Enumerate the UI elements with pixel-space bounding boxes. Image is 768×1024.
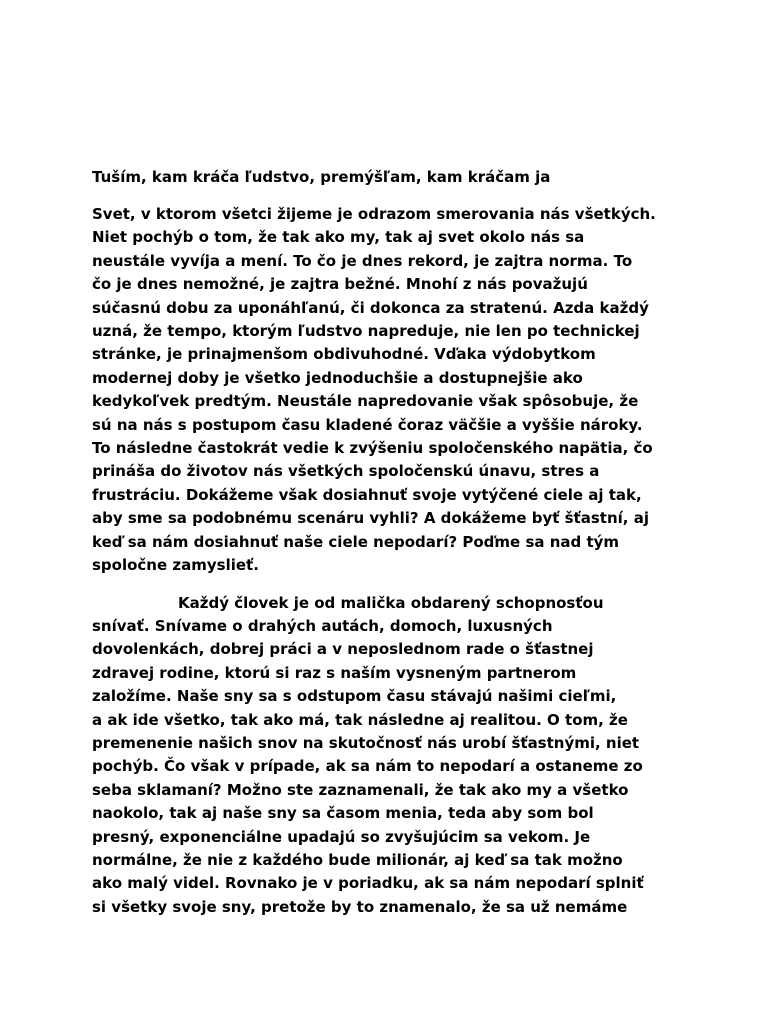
- text-line: keď sa nám dosiahnuť naše ciele nepodarí? Poďme sa nad tým: [92, 532, 620, 551]
- text-line: stránke, je prinajmenšom obdivuhodné. Vďaka výdobytkom: [92, 345, 596, 364]
- document-body: [92, 166, 692, 919]
- text-line: presný, exponenciálne upadajú so zvyšujúcim sa vekom. Je: [92, 827, 591, 846]
- text-line: neustále vyvíja a mení. To čo je dnes rekord, je zajtra norma. To: [92, 251, 633, 270]
- text-line: si všetky svoje sny, pretože by to znamenalo, že sa už nemáme: [92, 897, 628, 916]
- text-line: Niet pochýb o tom, že tak ako my, tak aj svet okolo nás sa: [92, 228, 585, 247]
- text-line: normálne, že nie z každého bude milionár, aj keď sa tak možno: [92, 850, 623, 869]
- text-line: dovolenkách, dobrej práci a v neposlednom rade o šťastnej: [92, 640, 594, 659]
- text-line: zdravej rodine, ktorú si raz s naším vysneným partnerom: [92, 663, 577, 682]
- text-line: uzná, že tempo, ktorým ľudstvo napreduje, nie len po technickej: [92, 322, 640, 341]
- text-line: sú na nás s postupom času kladené čoraz väčšie a vyššie nároky.: [92, 415, 643, 434]
- text-line-indented: Každý človek je od malička obdarený schopnosťou: [178, 593, 604, 612]
- text-line: kedykoľvek predtým. Neustále napredovanie však spôsobuje, že: [92, 392, 639, 411]
- text-line: ako malý videl. Rovnako je v poriadku, ak sa nám nepodarí splniť: [92, 874, 644, 893]
- text-line: snívať. Snívame o drahých autách, domoch, luxusných: [92, 616, 553, 635]
- text-line: a ak ide všetko, tak ako má, tak následne aj realitou. O tom, že: [92, 710, 628, 729]
- text-line: založíme. Naše sny sa s odstupom času stávajú našimi cieľmi,: [92, 687, 617, 706]
- text-line: spoločne zamyslieť.: [92, 556, 259, 575]
- document-title: Tuším, kam kráča ľudstvo, premýšľam, kam kráčam ja: [92, 168, 551, 186]
- text-line: prináša do životov nás všetkých spoločenskú únavu, stres a: [92, 462, 600, 481]
- text-line: To následne častokrát vedie k zvýšeniu spoločenského napätia, čo: [92, 439, 653, 458]
- text-line: naokolo, tak aj naše sny sa časom menia, teda aby som bol: [92, 804, 594, 823]
- paragraph-2: [92, 592, 692, 920]
- text-line: frustráciu. Dokážeme však dosiahnuť svoje vytýčené ciele aj tak,: [92, 485, 642, 504]
- text-line: premenenie našich snov na skutočnosť nás urobí šťastnými, niet: [92, 733, 640, 752]
- text-line: čo je dnes nemožné, je zajtra bežné. Mnohí z nás považujú: [92, 275, 588, 294]
- text-line: seba sklamaní? Možno ste zaznamenali, že tak ako my a všetko: [92, 780, 629, 799]
- text-line: pochýb. Čo však v prípade, ak sa nám to nepodarí a ostaneme zo: [92, 757, 643, 776]
- text-line: modernej doby je všetko jednoduchšie a dostupnejšie ako: [92, 368, 583, 387]
- text-line: súčasnú dobu za uponáhľanú, či dokonca za stratenú. Azda každý: [92, 298, 649, 317]
- text-line: aby sme sa podobnému scenáru vyhli? A dokážeme byť šťastní, aj: [92, 509, 649, 528]
- paragraph-1: [92, 203, 692, 578]
- text-line: Svet, v ktorom všetci žijeme je odrazom smerovania nás všetkých.: [92, 205, 656, 223]
